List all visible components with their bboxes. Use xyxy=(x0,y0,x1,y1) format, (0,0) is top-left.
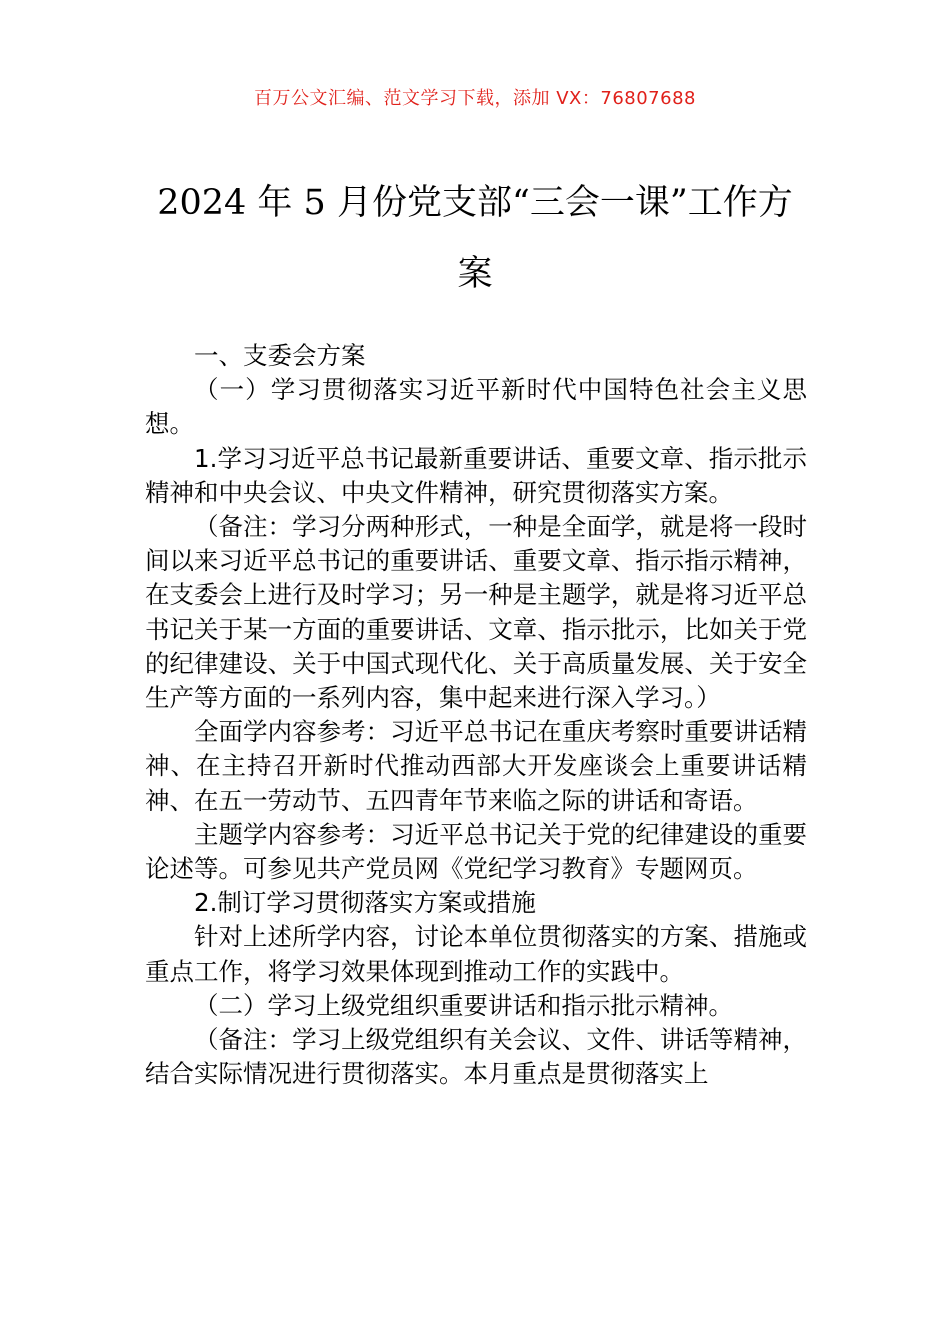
body-paragraph: （备注：学习分两种形式，一种是全面学，就是将一段时间以来习近平总书记的重要讲话、重要文章、指示指示精神，在支委会上进行及时学习；另一种是主题学，就是将习近平总书记关于某一方面的重要讲话、文章、指示批示，比如关于党的纪律建设、关于中国式现代化、关于高质量发展、关于安全生产等方面的一系列内容，集中起来进行深入学习。） xyxy=(145,512,807,713)
body-paragraph: 1.学习习近平总书记最新重要讲话、重要文章、指示批示精神和中央会议、中央文件精神，研究贯彻落实方案。 xyxy=(145,443,807,507)
body-paragraph: 2.制订学习贯彻落实方案或措施 xyxy=(194,888,536,918)
document-title: 2024 年 5 月份党支部“三会一课”工作方案 xyxy=(157,183,793,294)
header-note: 百万公文汇编、范文学习下载，添加 VX：76807688 xyxy=(254,88,696,109)
subsection-heading: （一）学习贯彻落实习近平新时代中国特色社会主义思想。 xyxy=(145,375,807,439)
document-body xyxy=(145,339,807,1091)
body-paragraph: （备注：学习上级党组织有关会议、文件、讲话等精神，结合实际情况进行贯彻落实。本月重点是贯彻落实上 xyxy=(145,1025,807,1089)
body-paragraph: 主题学内容参考：习近平总书记关于党的纪律建设的重要论述等。可参见共产党员网《党纪学习教育》专题网页。 xyxy=(145,819,807,884)
section-heading: 一、支委会方案 xyxy=(194,341,366,370)
subsection-heading: （二）学习上级党组织重要讲话和指示批示精神。 xyxy=(194,990,733,1020)
body-paragraph: 针对上述所学内容，讨论本单位贯彻落实的方案、措施或重点工作，将学习效果体现到推动工作的实践中。 xyxy=(145,922,807,986)
body-paragraph: 全面学内容参考：习近平总书记在重庆考察时重要讲话精神、在主持召开新时代推动西部大开发座谈会上重要讲话精神、在五一劳动节、五四青年节来临之际的讲话和寄语。 xyxy=(145,717,807,815)
